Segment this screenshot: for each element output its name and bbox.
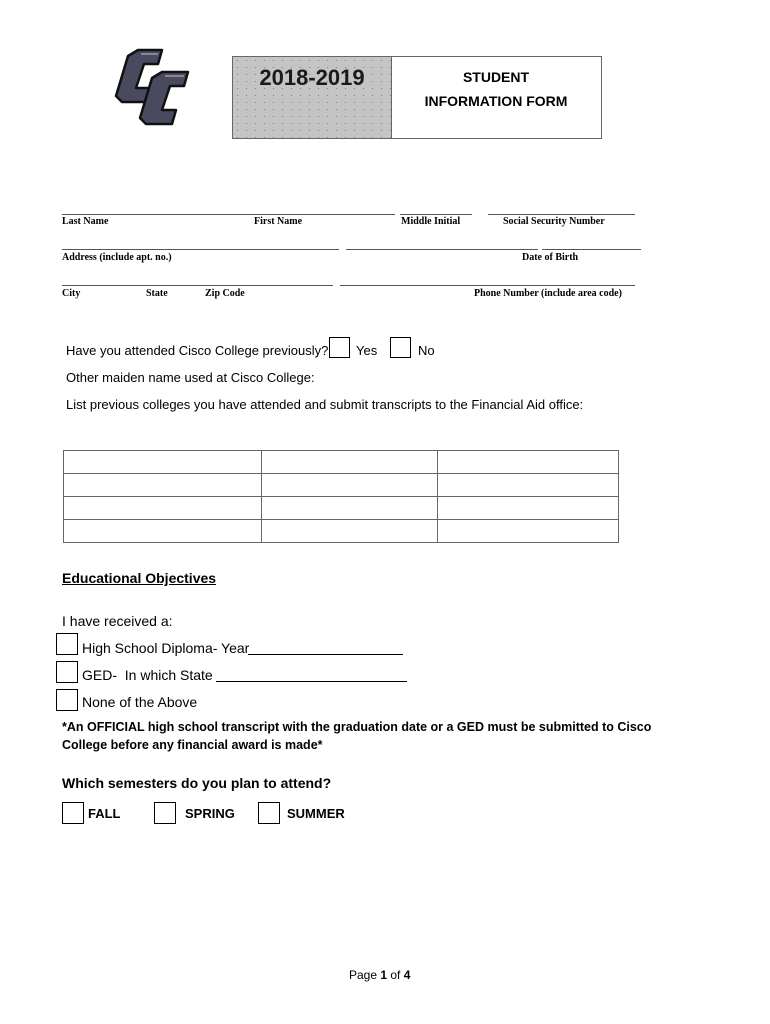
table-row <box>64 497 619 520</box>
page-current: 1 <box>380 968 388 982</box>
diploma-checkbox[interactable] <box>56 633 78 655</box>
received-label: I have received a: <box>62 613 173 629</box>
ssn-label: Social Security Number <box>503 216 605 227</box>
ged-checkbox[interactable] <box>56 661 78 683</box>
city-state-zip-line[interactable] <box>62 285 333 286</box>
table-row <box>64 451 619 474</box>
name-line[interactable] <box>62 214 395 215</box>
phone-line[interactable] <box>340 285 635 286</box>
address-line-2[interactable] <box>346 249 538 250</box>
attended-no-checkbox[interactable] <box>390 337 411 358</box>
table-cell[interactable] <box>262 451 438 474</box>
diploma-label: High School Diploma- Year <box>82 640 250 656</box>
last-name-label: Last Name <box>62 216 109 227</box>
table-cell[interactable] <box>262 520 438 543</box>
table-cell[interactable] <box>64 474 262 497</box>
attended-yes-checkbox[interactable] <box>329 337 350 358</box>
spring-label: SPRING <box>185 806 235 821</box>
attended-yes-label: Yes <box>356 343 378 358</box>
table-cell[interactable] <box>262 474 438 497</box>
city-label: City <box>62 288 81 299</box>
year-banner <box>232 56 392 139</box>
phone-label: Phone Number (include area code) <box>474 288 622 299</box>
address-line[interactable] <box>62 249 339 250</box>
dob-label: Date of Birth <box>522 252 579 263</box>
fall-label: FALL <box>88 806 121 821</box>
semesters-question: Which semesters do you plan to attend? <box>62 775 332 791</box>
table-cell[interactable] <box>438 520 619 543</box>
attended-question: Have you attended Cisco College previously? <box>66 343 329 358</box>
state-label: State <box>146 288 168 299</box>
transcript-notice: *An OFFICIAL high school transcript with the graduation date or a GED must be submitted to Cisco College before any financial award is made* <box>62 720 652 752</box>
form-title-line1: STUDENT <box>462 69 530 85</box>
none-checkbox[interactable] <box>56 689 78 711</box>
middle-initial-line[interactable] <box>400 214 472 215</box>
table-cell[interactable] <box>262 497 438 520</box>
zip-label: Zip Code <box>205 288 245 299</box>
table-cell[interactable] <box>438 497 619 520</box>
none-label: None of the Above <box>82 694 198 710</box>
table-cell[interactable] <box>438 451 619 474</box>
address-label: Address (include apt. no.) <box>62 252 172 263</box>
school-year: 2018-2019 <box>259 65 365 90</box>
middle-initial-label: Middle Initial <box>401 216 461 227</box>
page-total: 4 <box>403 968 411 982</box>
first-name-label: First Name <box>254 216 303 227</box>
ssn-line[interactable] <box>488 214 635 215</box>
fall-checkbox[interactable] <box>62 802 84 824</box>
table-cell[interactable] <box>64 497 262 520</box>
summer-label: SUMMER <box>287 806 345 821</box>
ged-state-line[interactable] <box>216 681 407 682</box>
cc-logo-icon <box>108 44 196 130</box>
page-number <box>349 968 410 982</box>
previous-colleges-table <box>63 450 619 543</box>
page-of: of <box>387 968 404 982</box>
ged-label: GED- In which State <box>82 667 213 683</box>
form-title-line2: INFORMATION FORM <box>424 93 568 109</box>
table-cell[interactable] <box>438 474 619 497</box>
diploma-year-line[interactable] <box>248 654 403 655</box>
attended-no-label: No <box>418 343 435 358</box>
table-row <box>64 520 619 543</box>
spring-checkbox[interactable] <box>154 802 176 824</box>
maiden-name-question: Other maiden name used at Cisco College: <box>66 370 315 385</box>
summer-checkbox[interactable] <box>258 802 280 824</box>
form-title <box>391 56 602 139</box>
table-cell[interactable] <box>64 520 262 543</box>
educational-objectives-heading: Educational Objectives <box>62 570 217 586</box>
table-cell[interactable] <box>64 451 262 474</box>
table-row <box>64 474 619 497</box>
previous-colleges-question: List previous colleges you have attended and submit transcripts to the Financial Aid office: <box>66 397 584 412</box>
dob-line[interactable] <box>542 249 641 250</box>
page-prefix: Page <box>349 968 381 982</box>
